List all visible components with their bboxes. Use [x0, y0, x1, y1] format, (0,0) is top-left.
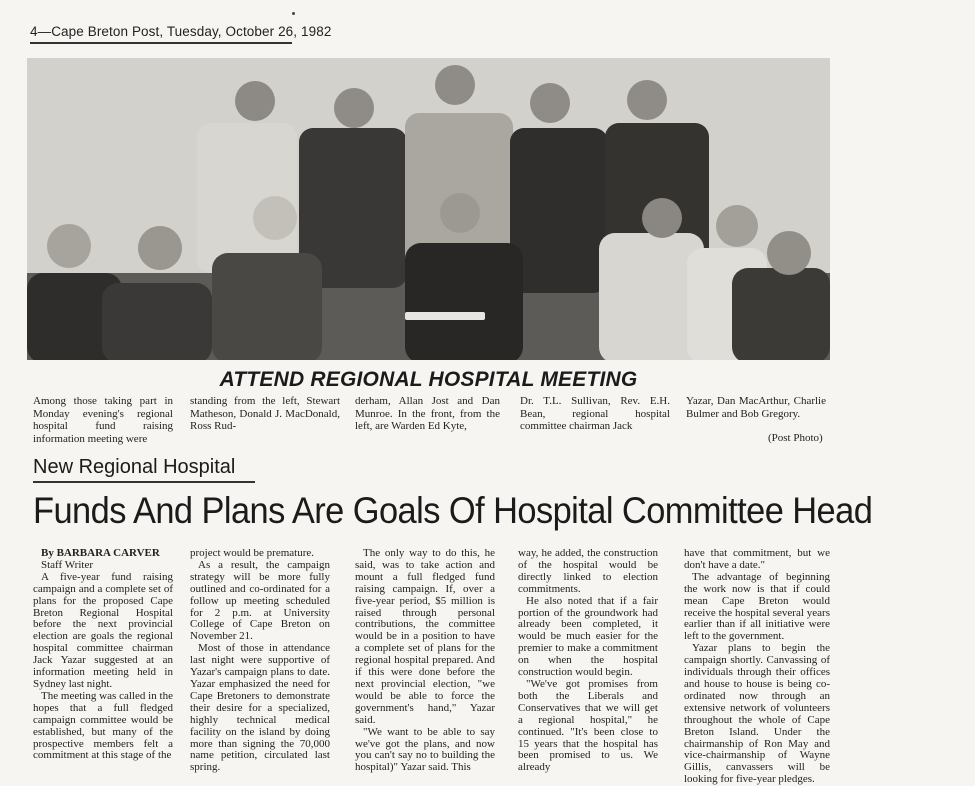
article-paragraph: Yazar plans to begin the campaign shortly. Canvassing of individuals through their offices and house to house is being co-ordinated now through an extensive network of volunteers throughout the whole of Cape Breton Island. Under the chairmanship of Ron May and vice-chairmanship of Wayne Gillis, canvassers will be looking for five-year pledges.	[684, 642, 830, 786]
group-photo-illustration	[27, 58, 830, 360]
article-paragraph: As a result, the campaign strategy will be more fully outlined and co-ordinated for a follow up meeting scheduled for 2 p.m. at University College of Cape Breton on November 21.	[190, 558, 330, 643]
caption-column-5: Yazar, Dan MacArthur, Charlie Bulmer and Bob Gregory.	[686, 395, 826, 420]
article-paragraph: The only way to do this, he said, was to take action and mount a full fledged fund raising campaign. If, over a five-year period, $5 million is raised through personal contributions, the committee would be in a position to have a complete set of plans for the regional hospital prepared. And if this were done before the next provincial election, "we would be able to force the government's hand," Yazar said.	[355, 547, 495, 726]
photo-credit: (Post Photo)	[768, 432, 823, 444]
group-photo	[27, 58, 830, 360]
article-paragraph: Most of those in attendance last night were supportive of Yazar's campaign plans to date. Yazar emphasized the need for Cape Bretoners to demonstrate their desire for a specialized, highly technical medical facility on the island by doing more than signing the 70,000 name petition, circulated last spring.	[190, 642, 330, 774]
article-paragraph: "We've got promises from both the Liberals and Conservatives that we will get a regional hospital," he continued. "It's been close to 15 years that the hospital has been promised to us. We already	[518, 677, 658, 774]
article-paragraph: The meeting was called in the hopes that a full fledged campaign committee would be established, but many of the prospective members felt a commitment at this stage of the	[33, 689, 173, 762]
page-folio: 4—Cape Breton Post, Tuesday, October 26, 1982	[30, 24, 332, 39]
article-headline: Funds And Plans Are Goals Of Hospital Committee Head	[33, 490, 873, 531]
article-paragraph: "We want to be able to say we've got the plans, and now you can't say no to building the hospital)" Yazar said. This	[355, 725, 495, 774]
article-paragraph: project would be premature.	[190, 547, 315, 559]
article-paragraph: A five-year fund raising campaign and a complete set of plans for the proposed Cape Breton Regional Hospital before the next provincial election are goals the regional hospital committee chairman Jack Yazar suggested at an information meeting held in Sydney last night.	[33, 570, 173, 690]
article-paragraph: He also noted that if a fair portion of the groundwork had already been completed, it would be much easier for the premier to make a commitment on when the hospital construction would begin.	[518, 594, 658, 679]
folio-rule	[30, 42, 292, 44]
caption-column-1: Among those taking part in Monday evening's regional hospital fund raising information meeting were	[33, 395, 173, 445]
kicker-rule	[33, 481, 255, 483]
article-paragraph: have that commitment, but we don't have a date."	[684, 547, 830, 571]
byline-title: Staff Writer	[41, 558, 93, 571]
print-speck	[292, 12, 295, 15]
caption-column-4: Dr. T.L. Sullivan, Rev. E.H. Bean, regional hospital committee chairman Jack	[520, 395, 670, 432]
caption-column-2: standing from the left, Stewart Matheson, Donald J. MacDonald, Ross Rud-	[190, 395, 340, 432]
article-column-1	[33, 548, 173, 762]
photo-caption-headline: ATTEND REGIONAL HOSPITAL MEETING	[219, 368, 638, 391]
caption-column-3: derham, Allan Jost and Dan Munroe. In the front, from the left, are Warden Ed Kyte,	[355, 395, 500, 432]
kicker: New Regional Hospital	[33, 456, 236, 478]
article-column-2	[190, 548, 330, 774]
article-column-5	[684, 548, 830, 786]
article-paragraph: way, he added, the construction of the hospital would be directly linked to election commitments.	[518, 547, 658, 595]
article-paragraph: The advantage of beginning the work now is that if could mean Cape Breton would receive the hospital several years earlier than if all initiative were left to the government.	[684, 570, 830, 643]
article-column-4	[518, 548, 658, 774]
article-column-3	[355, 548, 495, 774]
byline: By BARBARA CARVER	[41, 547, 160, 559]
